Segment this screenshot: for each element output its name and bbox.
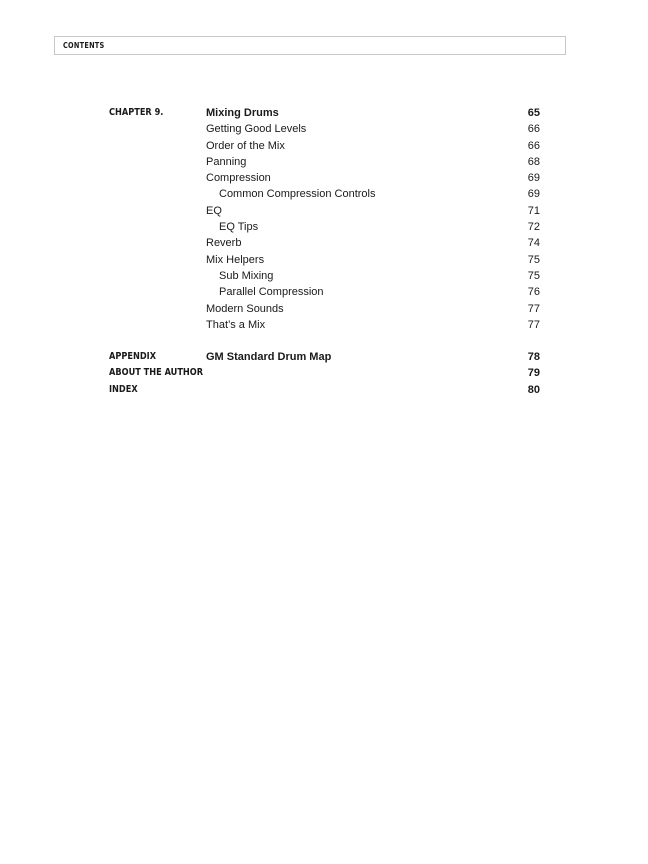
back-matter-page: 80 xyxy=(527,383,540,396)
toc-entry xyxy=(0,154,648,170)
running-header-label: CONTENTS xyxy=(63,41,105,50)
chapter-title: Mixing Drums xyxy=(206,107,279,119)
toc-entry-page: 66 xyxy=(527,139,540,152)
back-matter-label: INDEX xyxy=(109,383,138,395)
toc-entry xyxy=(0,252,648,268)
chapter-label: CHAPTER 9. xyxy=(109,107,164,118)
toc-entry xyxy=(0,203,648,219)
toc-entry-title: Modern Sounds xyxy=(206,302,284,315)
toc-entry xyxy=(0,121,648,137)
back-matter-page: 79 xyxy=(527,367,540,380)
section-spacer xyxy=(0,333,648,349)
toc-subentry-page: 76 xyxy=(527,286,540,299)
toc-entry-page: 77 xyxy=(527,302,540,315)
toc-entry-title: EQ xyxy=(206,204,222,217)
running-header xyxy=(54,36,566,55)
back-matter-row-appendix xyxy=(0,349,648,365)
back-matter-page: 78 xyxy=(527,351,540,364)
toc-entry xyxy=(0,317,648,333)
toc-entry-title: Compression xyxy=(206,172,271,185)
toc-subentry xyxy=(0,219,648,235)
toc-entry xyxy=(0,170,648,186)
toc-subentry-title: EQ Tips xyxy=(219,221,259,234)
toc-entry xyxy=(0,301,648,317)
table-of-contents xyxy=(0,105,648,398)
toc-entry-title: Reverb xyxy=(206,237,242,250)
toc-entry-title: Mix Helpers xyxy=(206,253,265,266)
toc-entry-title: That’s a Mix xyxy=(206,318,266,331)
toc-subentry-page: 75 xyxy=(527,269,540,282)
toc-subentry xyxy=(0,284,648,300)
toc-subentry-page: 69 xyxy=(527,188,540,201)
toc-entry-page: 71 xyxy=(527,204,540,217)
toc-subentry-title: Common Compression Controls xyxy=(219,188,376,201)
toc-entry-title: Getting Good Levels xyxy=(206,123,307,136)
toc-entry-page: 66 xyxy=(527,123,540,136)
back-matter-label: ABOUT THE AUTHOR xyxy=(109,367,204,379)
chapter-page-number: 65 xyxy=(527,107,540,119)
toc-entry-page: 74 xyxy=(527,237,540,250)
toc-subentry-page: 72 xyxy=(527,221,540,234)
toc-entry-title: Panning xyxy=(206,155,247,168)
chapter-heading-row xyxy=(0,105,648,121)
back-matter-label: APPENDIX xyxy=(109,351,157,363)
back-matter-title: GM Standard Drum Map xyxy=(206,351,332,364)
back-matter-row-index xyxy=(0,382,648,398)
toc-entry xyxy=(0,138,648,154)
toc-entry-title: Order of the Mix xyxy=(206,139,285,152)
toc-entry-page: 69 xyxy=(527,172,540,185)
toc-entry-page: 75 xyxy=(527,253,540,266)
back-matter-row-about-author xyxy=(0,365,648,381)
toc-subentry-title: Parallel Compression xyxy=(219,286,324,299)
toc-subentry-title: Sub Mixing xyxy=(219,269,274,282)
toc-entry-page: 77 xyxy=(527,318,540,331)
toc-subentry xyxy=(0,186,648,202)
toc-entry xyxy=(0,235,648,251)
toc-entry-page: 68 xyxy=(527,155,540,168)
toc-subentry xyxy=(0,268,648,284)
